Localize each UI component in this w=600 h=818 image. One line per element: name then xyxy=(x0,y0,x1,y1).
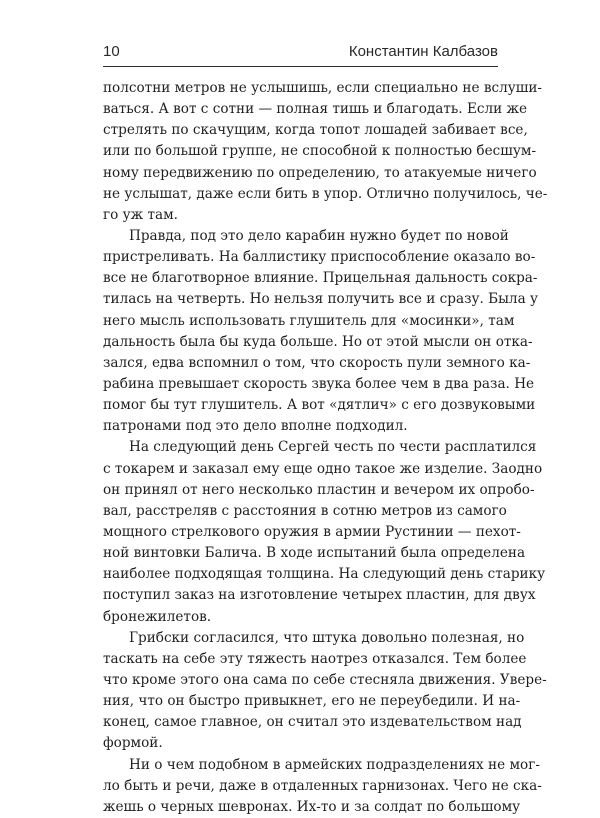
text-line: зался, едва вспомнил о том, что скорость пули земного ка- xyxy=(103,354,531,371)
text-line: поступил заказ на изготовление четырех пластин, для двух xyxy=(103,587,536,604)
text-line: вал, расстреляв с расстояния в сотню метров из самого xyxy=(103,502,507,519)
text-line: ваться. А вот с сотни — полная тишь и благодать. Если же xyxy=(103,101,528,118)
page-number: 10 xyxy=(103,43,120,60)
text-line: патронами под это дело вполне подходил. xyxy=(103,418,408,435)
text-line: наиболее подходящая толщина. На следующий день старику xyxy=(103,566,546,583)
text-line: или по большой группе, не способной к полностью бесшум- xyxy=(103,143,537,160)
text-line: формой. xyxy=(103,735,163,752)
text-line: Ни о чем подобном в армейских подразделениях не мог- xyxy=(129,756,540,773)
text-line: он принял от него несколько пластин и вечером их опробо- xyxy=(103,481,535,498)
text-line: жешь о черных шевронах. Их-то и за солдат по большому xyxy=(103,798,521,815)
text-line: него мысль использовать глушитель для «мосинки», там xyxy=(103,312,515,329)
text-line: го уж там. xyxy=(103,206,178,223)
text-line: На следующий день Сергей честь по чести расплатился xyxy=(129,439,537,456)
text-line: конец, самое главное, он считал это издевательством над xyxy=(103,714,522,731)
text-line: помог бы тут глушитель. А вот «дятлич» с его дозвуковыми xyxy=(103,397,536,414)
text-line: пристреливать. На баллистику приспособление оказало во- xyxy=(103,249,536,266)
text-line: ло быть и речи, даже в отдаленных гарнизонах. Чего не ска- xyxy=(103,777,542,794)
text-line: с токарем и заказал ему еще одно такое же изделие. Заодно xyxy=(103,460,543,477)
text-line: мощного стрелкового оружия в армии Рустинии — пехот- xyxy=(103,523,521,540)
text-line: стрелять по скачущим, когда топот лошадей забивает все, xyxy=(103,122,528,139)
text-line: не услышат, даже если бить в упор. Отлично получилось, че- xyxy=(103,185,548,202)
text-line: таскать на себе эту тяжесть наотрез отказался. Тем более xyxy=(103,650,527,667)
text-line: ному передвижению по определению, то атакуемые ничего xyxy=(103,164,537,181)
running-title: Константин Калбазов xyxy=(348,43,498,60)
page-header xyxy=(103,40,498,67)
text-line: ной винтовки Балича. В ходе испытаний была определена xyxy=(103,545,526,562)
text-line: тилась на четверть. Но нельзя получить все и сразу. Была у xyxy=(103,291,538,308)
body-text xyxy=(103,78,548,818)
text-line: рабина превышает скорость звука более чем в два раза. Не xyxy=(103,375,535,392)
text-line: Правда, под это дело карабин нужно будет по новой xyxy=(129,227,509,244)
text-line: дальность была бы куда больше. Но от этой мысли он отка- xyxy=(103,333,533,350)
text-line: бронежилетов. xyxy=(103,608,212,625)
text-line: Грибски согласился, что штука довольно полезная, но xyxy=(129,629,525,646)
text-line: что кроме этого она сама по себе стесняла движения. Увере- xyxy=(103,671,547,688)
text-line: ния, что он быстро привыкнет, его не переубедили. И на- xyxy=(103,693,521,710)
text-line: полсотни метров не услышишь, если специально не вслуши- xyxy=(103,80,543,96)
text-line: все не благотворное влияние. Прицельная дальность сокра- xyxy=(103,270,538,287)
